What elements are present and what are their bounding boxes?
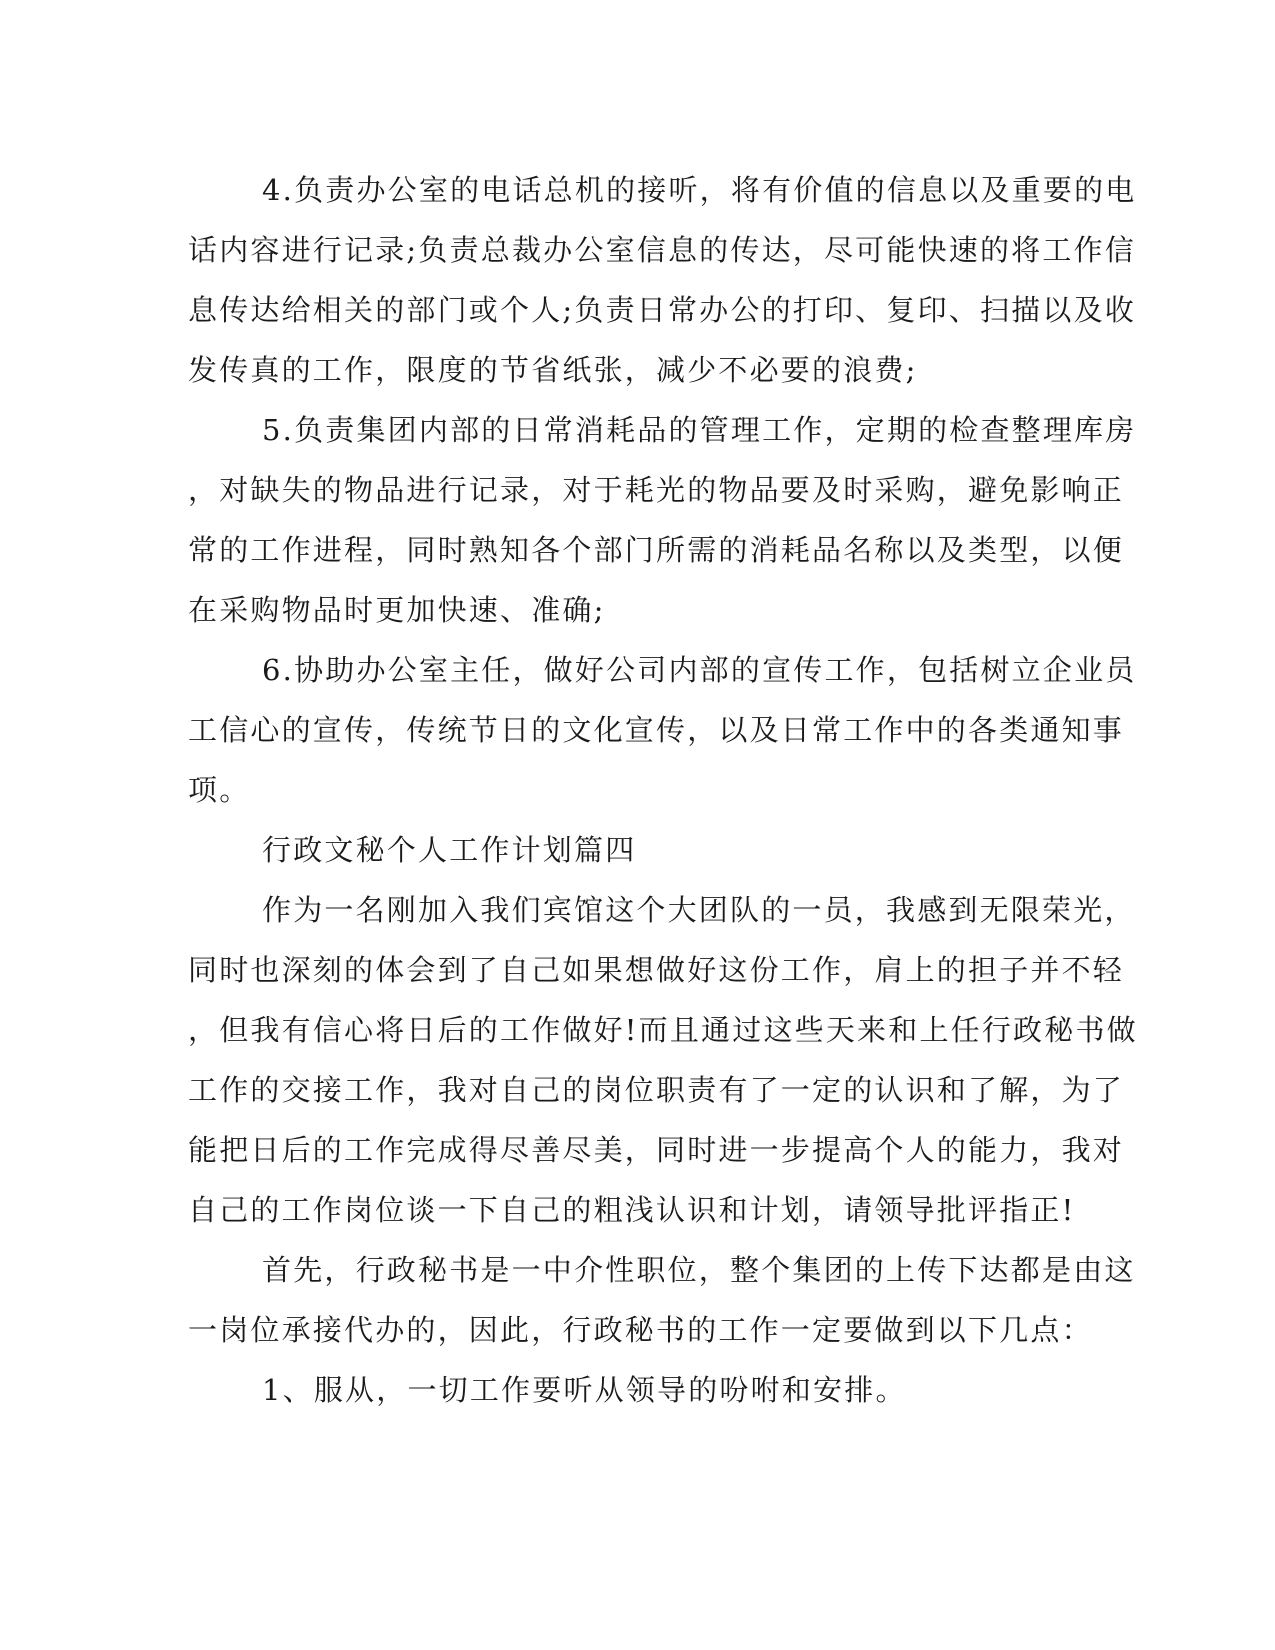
text-line: 能把日后的工作完成得尽善尽美，同时进一步提高个人的能力，我对 <box>188 1133 1125 1167</box>
text-line: 5.负责集团内部的日常消耗品的管理工作，定期的检查整理库房 <box>262 413 1137 447</box>
text-line: 4.负责办公室的电话总机的接听，将有价值的信息以及重要的电 <box>262 173 1137 207</box>
text-line: 同时也深刻的体会到了自己如果想做好这份工作，肩上的担子并不轻 <box>188 953 1125 987</box>
text-line: 1、服从，一切工作要听从领导的吩咐和安排。 <box>262 1373 907 1407</box>
document-body <box>188 160 1138 1420</box>
text-line: 发传真的工作，限度的节省纸张，减少不必要的浪费; <box>188 353 918 387</box>
text-line: 息传达给相关的部门或个人;负责日常办公的打印、复印、扫描以及收 <box>188 293 1136 327</box>
text-line: 常的工作进程，同时熟知各个部门所需的消耗品名称以及类型，以便 <box>188 533 1125 567</box>
text-line: 项。 <box>188 773 251 807</box>
text-line: ，对缺失的物品进行记录，对于耗光的物品要及时采购，避免影响正 <box>188 473 1125 507</box>
text-line: 一岗位承接代办的，因此，行政秘书的工作一定要做到以下几点： <box>188 1313 1093 1347</box>
section-heading: 行政文秘个人工作计划篇四 <box>262 833 637 867</box>
text-line: 首先，行政秘书是一中介性职位，整个集团的上传下达都是由这 <box>262 1253 1136 1287</box>
text-line: 话内容进行记录;负责总裁办公室信息的传达，尽可能快速的将工作信 <box>188 233 1136 267</box>
text-line: 工作的交接工作，我对自己的岗位职责有了一定的认识和了解，为了 <box>188 1073 1125 1107</box>
text-line: 在采购物品时更加快速、准确; <box>188 593 606 627</box>
text-line: ，但我有信心将日后的工作做好!而且通过这些天来和上任行政秘书做 <box>188 1013 1138 1047</box>
text-line: 工信心的宣传，传统节日的文化宣传，以及日常工作中的各类通知事 <box>188 713 1125 747</box>
text-line: 作为一名刚加入我们宾馆这个大团队的一员，我感到无限荣光， <box>262 893 1136 927</box>
text-line: 自己的工作岗位谈一下自己的粗浅认识和计划，请领导批评指正! <box>188 1193 1076 1227</box>
text-line: 6.协助办公室主任，做好公司内部的宣传工作，包括树立企业员 <box>262 653 1137 687</box>
